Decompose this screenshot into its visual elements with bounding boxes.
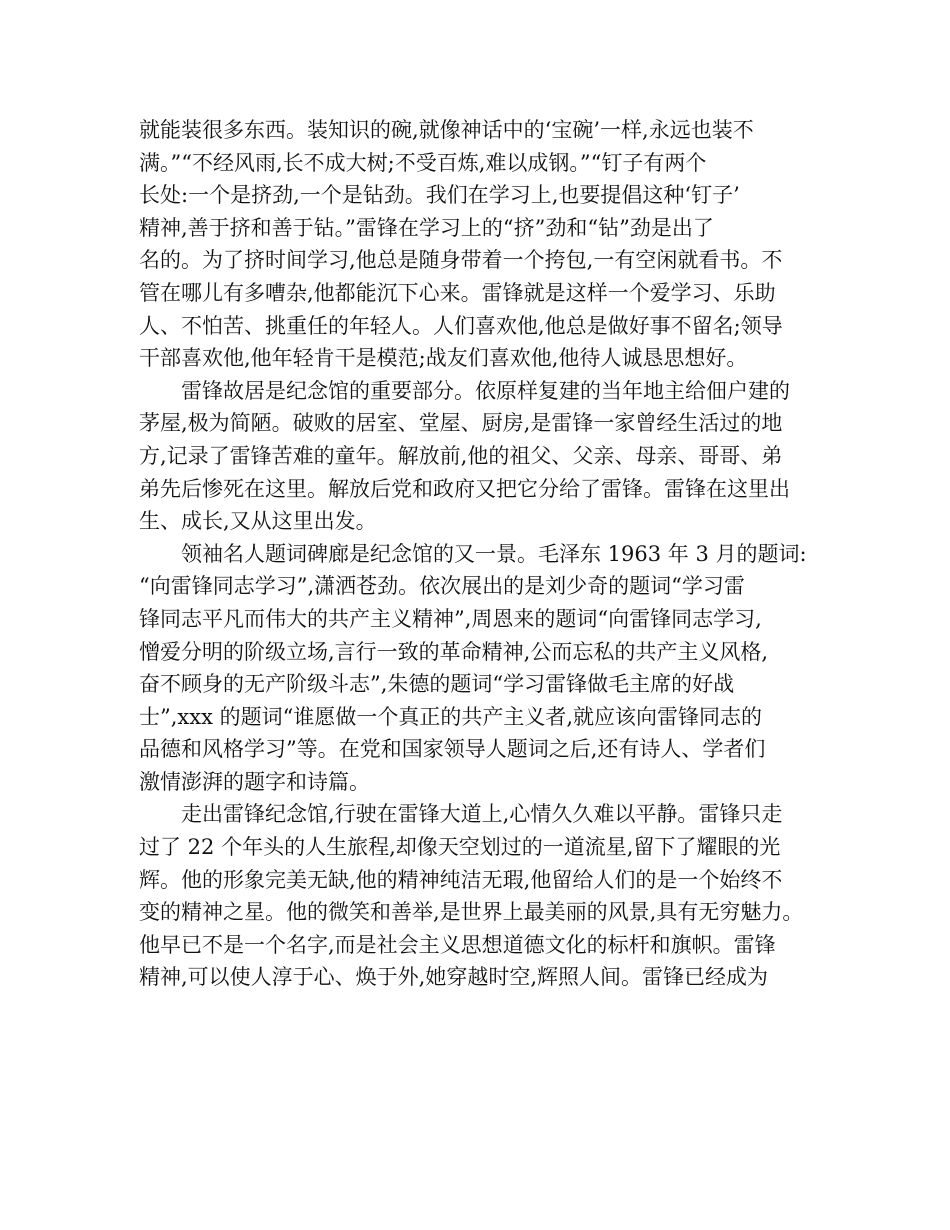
text-line: 精神,可以使人淳于心、焕于外,她穿越时空,辉照人间。雷锋已经成为	[139, 965, 769, 990]
paragraph-2	[139, 375, 815, 538]
text-line: 弟先后惨死在这里。解放后党和政府又把它分给了雷锋。雷锋在这里出	[139, 476, 790, 501]
text-line: 就能装很多东西。装知识的碗,就像神话中的‘宝碗’一样,永远也装不	[139, 118, 754, 142]
text-line: 激情澎湃的题字和诗篇。	[139, 769, 370, 794]
paragraph-4	[139, 798, 815, 994]
text-line: 精神,善于挤和善于钻。”雷锋在学习上的“挤”劲和“钻”劲是出了	[139, 215, 714, 240]
text-line-first: 雷锋故居是纪念馆的重要部分。依原样复建的当年地主给佃户建的	[181, 378, 790, 403]
text-line: 人、不怕苦、挑重任的年轻人。人们喜欢他,他总是做好事不留名;领导	[139, 313, 783, 338]
text-line: 满。”“不经风雨,长不成大树;不受百炼,难以成钢。”“钉子有两个	[139, 150, 707, 175]
text-line: 奋不顾身的无产阶级斗志”,朱德的题词“学习雷锋做毛主席的好战	[139, 672, 735, 697]
text-line-first: 走出雷锋纪念馆,行驶在雷锋大道上,心情久久难以平静。雷锋只走	[181, 802, 783, 827]
text-line: 名的。为了挤时间学习,他总是随身带着一个挎包,一有空闲就看书。不	[139, 248, 783, 273]
text-line-first: 领袖名人题词碑廊是纪念馆的又一景。毛泽东 1963 年 3 月的题词:	[181, 541, 807, 566]
text-line: 品德和风格学习”等。在党和国家领导人题词之后,还有诗人、学者们	[139, 737, 766, 762]
text-line: 锋同志平凡而伟大的共产主义精神”,周恩来的题词“向雷锋同志学习,	[139, 606, 762, 631]
text-line: 过了 22 个年头的人生旅程,却像天空划过的一道流星,留下了耀眼的光	[139, 835, 781, 860]
text-line: 管在哪儿有多嘈杂,他都能沉下心来。雷锋就是这样一个爱学习、乐助	[139, 280, 776, 305]
text-line: 茅屋,极为简陋。破败的居室、堂屋、厨房,是雷锋一家曾经生活过的地	[139, 411, 783, 436]
paragraph-3	[139, 538, 815, 799]
text-line: 辉。他的形象完美无缺,他的精神纯洁无瑕,他留给人们的是一个始终不	[139, 867, 783, 892]
text-line: 他早已不是一个名字,而是社会主义思想道德文化的标杆和旗帜。雷锋	[139, 932, 776, 957]
text-line: 方,记录了雷锋苦难的童年。解放前,他的祖父、父亲、母亲、哥哥、弟	[139, 443, 783, 468]
text-line: 士”,xxx 的题词“谁愿做一个真正的共产主义者,就应该向雷锋同志的	[139, 704, 763, 729]
text-line: 长处:一个是挤劲,一个是钻劲。我们在学习上,也要提倡这种‘钉子’	[139, 183, 740, 208]
text-line: 干部喜欢他,他年轻肯干是模范;战友们喜欢他,他待人诚恳思想好。	[139, 346, 748, 371]
paragraph-1	[139, 114, 815, 375]
document-body	[139, 114, 815, 994]
text-line: 憎爱分明的阶级立场,言行一致的革命精神,公而忘私的共产主义风格,	[139, 639, 769, 664]
text-line: 生、成长,又从这里出发。	[139, 509, 377, 534]
text-line: “向雷锋同志学习”,潇洒苍劲。依次展出的是刘少奇的题词“学习雷	[139, 574, 745, 599]
text-line: 变的精神之星。他的微笑和善举,是世界上最美丽的风景,具有无穷魅力。	[139, 900, 804, 925]
